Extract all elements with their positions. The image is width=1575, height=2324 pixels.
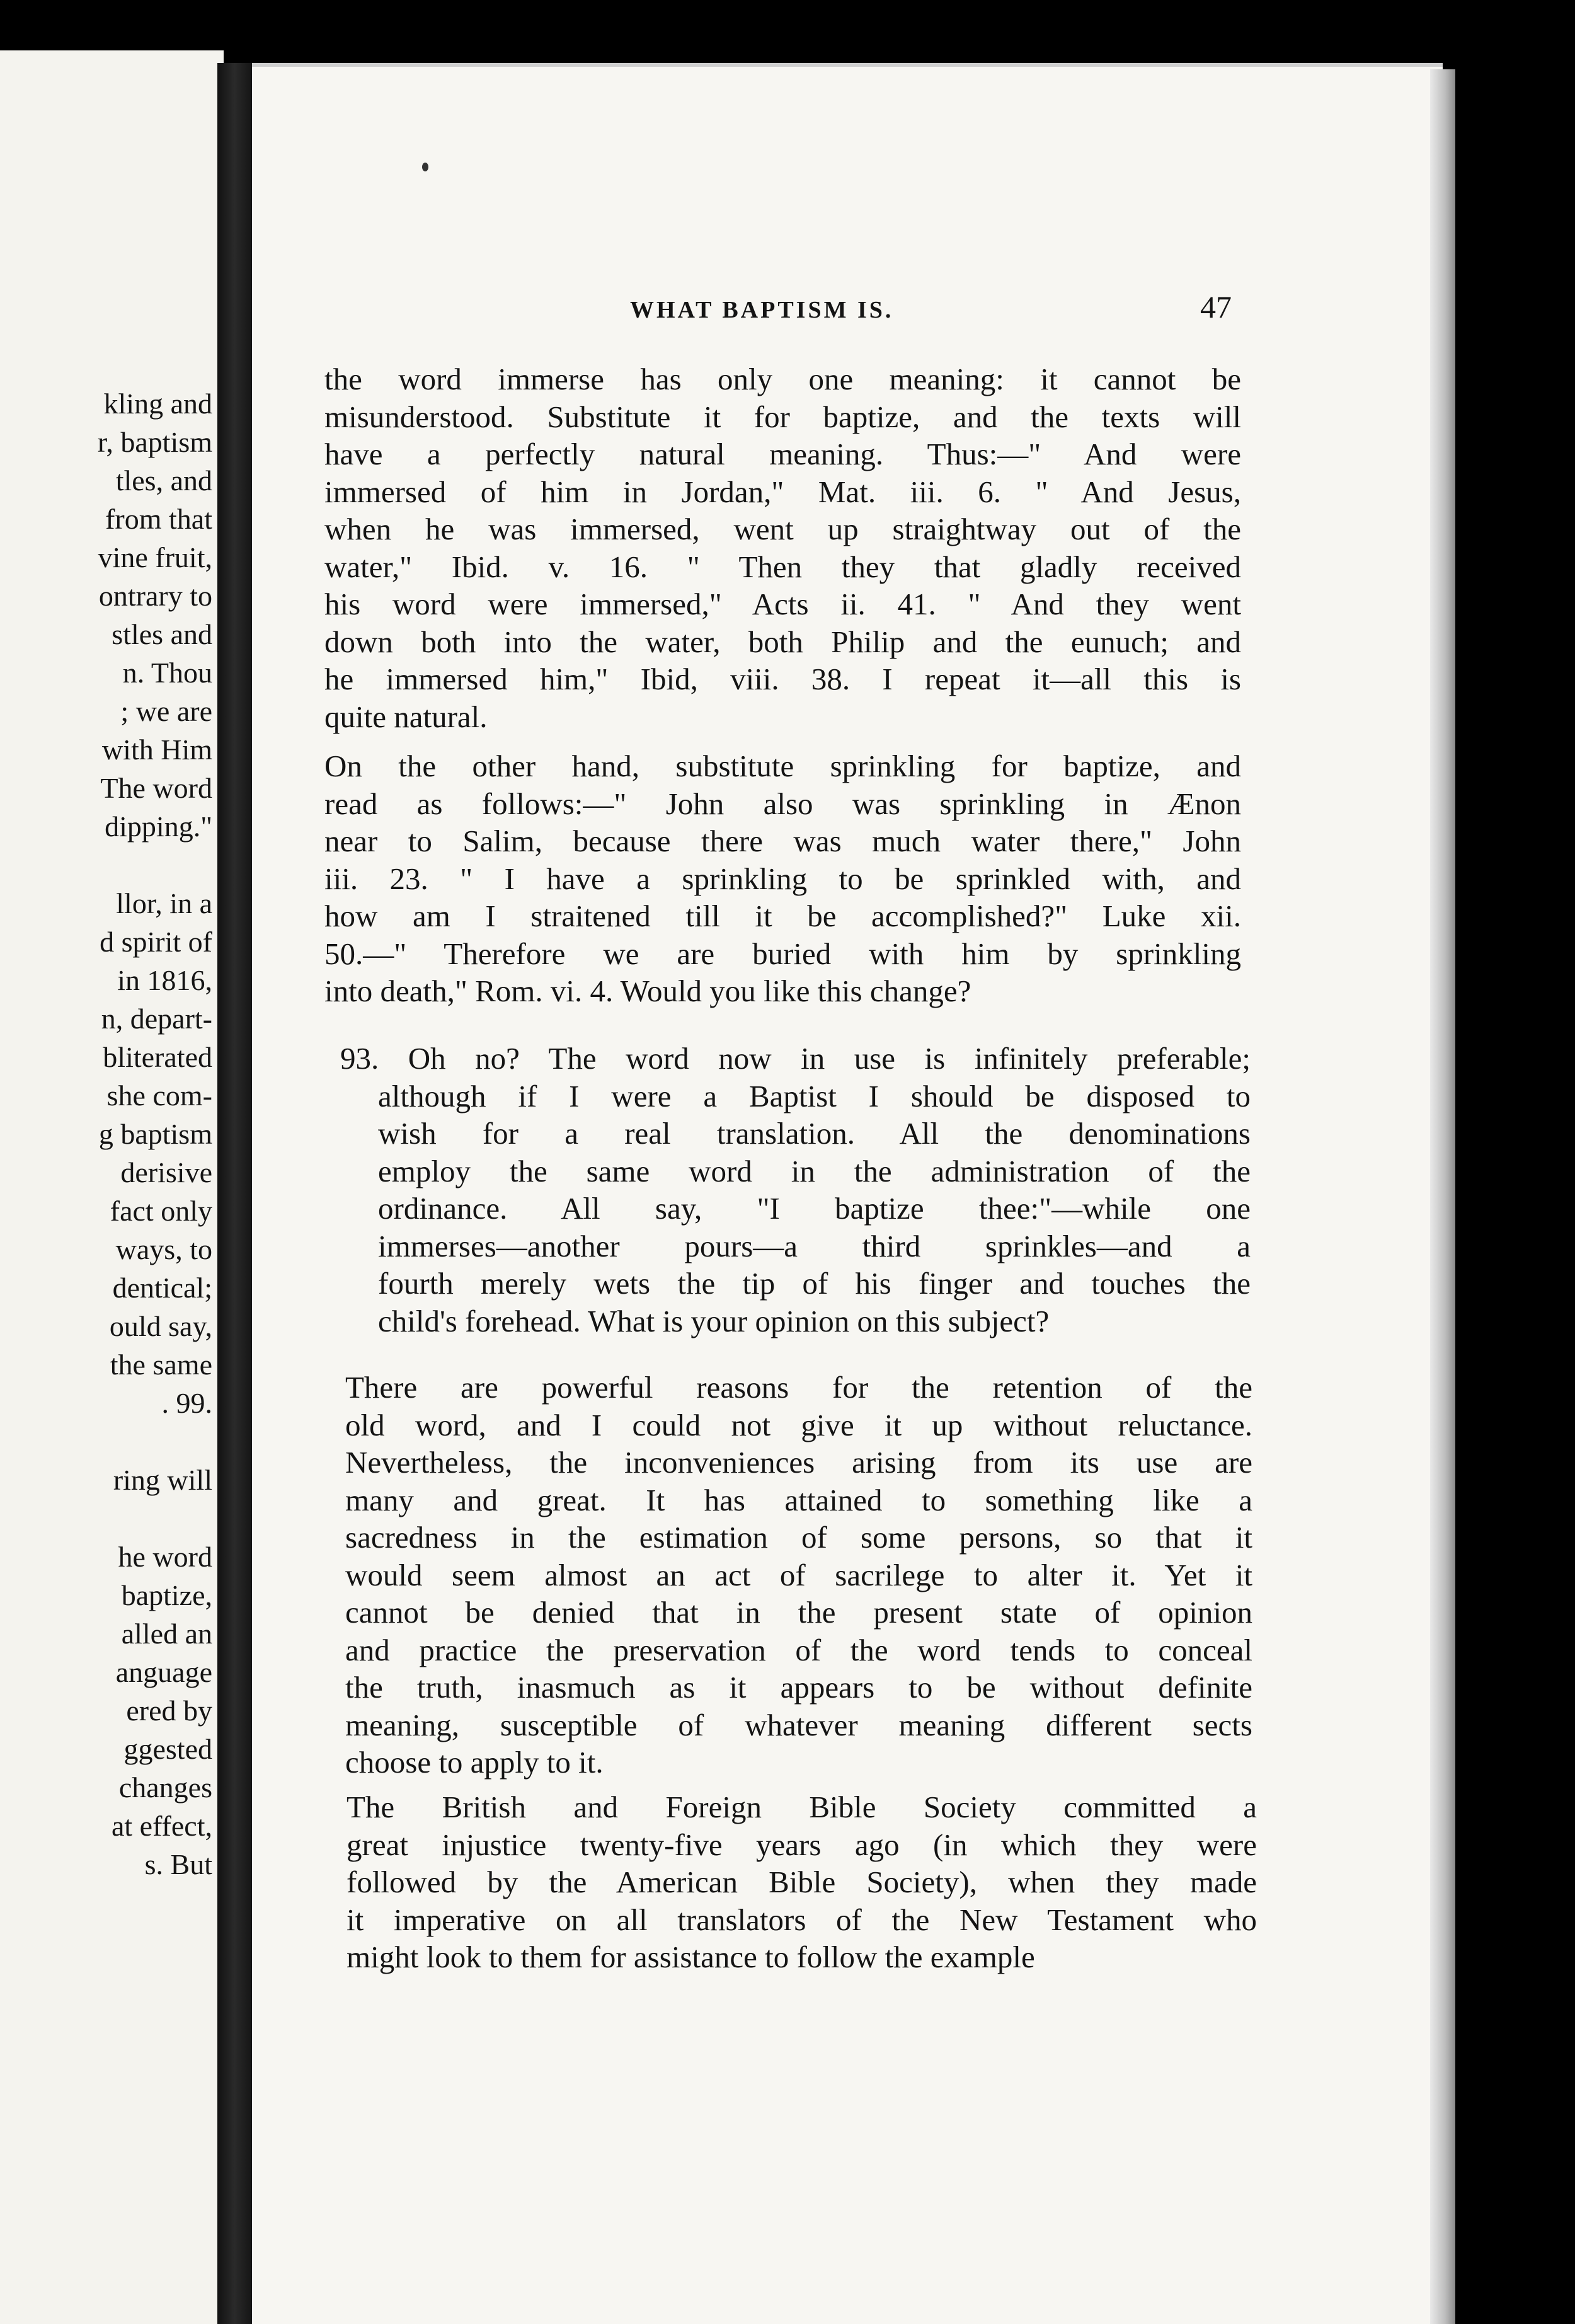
left-page-line: ered by: [126, 1694, 212, 1727]
text-line: old word, and I could not give it up without reluctance.: [345, 1407, 1252, 1442]
text-line: Nevertheless, the inconveniences arising from its use are: [345, 1445, 1252, 1480]
text-line: fourth merely wets the tip of his finger and touches the: [378, 1266, 1251, 1301]
text-line: near to Salim, because there was much water there," John: [324, 824, 1241, 858]
paragraph-bible-society: [346, 1788, 1257, 1976]
left-page-line: she com-: [106, 1079, 212, 1112]
text-line: misunderstood. Substitute it for baptize, and the texts will: [324, 399, 1241, 434]
text-line: although if I were a Baptist I should be disposed to: [378, 1078, 1251, 1113]
left-page-line: llor, in a: [116, 887, 212, 919]
text-line: how am I straitened till it be accomplished?" Luke xii.: [324, 899, 1241, 933]
book-gutter: [217, 63, 255, 2324]
left-page-line: dentical;: [112, 1272, 212, 1304]
page-number: 47: [1200, 289, 1232, 325]
paragraph-powerful-reasons: [345, 1369, 1252, 1781]
text-line: his word were immersed," Acts ii. 41. " And they went: [324, 587, 1241, 621]
text-line: 93. Oh no? The word now in use is infinitely preferable;: [340, 1041, 1251, 1076]
text-line: many and great. It has attained to something like a: [345, 1482, 1252, 1517]
text-line: ordinance. All say, "I baptize thee:"—while one: [378, 1191, 1251, 1226]
left-page-line: [0, 1422, 212, 1461]
text-line: There are powerful reasons for the retention of the: [345, 1370, 1252, 1405]
text-line: sacredness in the estimation of some persons, so that it: [345, 1520, 1252, 1555]
left-page-line: ggested: [123, 1733, 212, 1765]
left-page-line: changes: [118, 1771, 212, 1803]
text-line: child's forehead. What is your opinion on this subject?: [378, 1303, 1050, 1338]
text-line: into death," Rom. vi. 4. Would you like this change?: [324, 974, 971, 1008]
text-line: 50.—" Therefore we are buried with him by sprinkling: [324, 936, 1241, 971]
left-page-line: g baptism: [98, 1118, 212, 1150]
text-line: the word immerse has only one meaning: it cannot be: [324, 362, 1241, 396]
left-page-line: he word: [118, 1541, 212, 1573]
left-page-line: r, baptism: [97, 426, 212, 458]
text-line: great injustice twenty-five years ago (in which they were: [346, 1827, 1257, 1862]
left-page-line: baptize,: [121, 1579, 212, 1611]
left-page-line: ways, to: [115, 1233, 212, 1265]
left-page-line: ; we are: [120, 695, 212, 727]
left-page-line: d spirit of: [100, 926, 212, 958]
left-page-line: vine fruit,: [98, 541, 212, 573]
text-line: have a perfectly natural meaning. Thus:—" And were: [324, 437, 1241, 471]
text-line: employ the same word in the administration of the: [378, 1153, 1251, 1188]
text-line: choose to apply to it.: [345, 1745, 604, 1780]
text-line: immerses—another pours—a third sprinkles—and a: [378, 1228, 1251, 1263]
text-line: meaning, susceptible of whatever meaning different sects: [345, 1707, 1252, 1742]
text-line: iii. 23. " I have a sprinkling to be sprinkled with, and: [324, 861, 1241, 896]
left-page-line: in 1816,: [117, 964, 212, 996]
text-line: quite natural.: [324, 699, 488, 734]
text-line: might look to them for assistance to follow the example: [346, 1940, 1035, 1974]
left-page-line: the same: [110, 1349, 212, 1381]
text-line: cannot be denied that in the present state of opinion: [345, 1595, 1252, 1630]
text-line: wish for a real translation. All the denominations: [378, 1116, 1251, 1151]
left-page-line: kling and: [103, 388, 212, 420]
text-line: The British and Foreign Bible Society committed a: [346, 1790, 1257, 1824]
left-page-line: dipping.": [105, 810, 212, 843]
left-page-line: [0, 1499, 212, 1538]
left-page-line: tles, and: [115, 464, 212, 497]
text-line: he immersed him," Ibid, viii. 38. I repeat it—all this is: [324, 662, 1241, 696]
left-page-line: . 99.: [161, 1387, 212, 1419]
left-page-line: at effect,: [111, 1810, 212, 1842]
ink-speck: [422, 163, 428, 171]
left-page-line: s. But: [144, 1848, 212, 1880]
text-line: and practice the preservation of the word tends to conceal: [345, 1632, 1252, 1667]
left-facing-page: [0, 50, 224, 2324]
left-page-line: fact only: [110, 1195, 212, 1227]
left-page-line: The word: [100, 772, 212, 804]
left-page-line: ring will: [113, 1464, 212, 1496]
text-line: followed by the American Bible Society), when they made: [346, 1865, 1257, 1899]
paragraph-immerse-substitution: [324, 360, 1241, 735]
text-line: immersed of him in Jordan," Mat. iii. 6. " And Jesus,: [324, 474, 1241, 509]
left-page-line: bliterated: [103, 1041, 212, 1073]
left-page-line: with Him: [101, 733, 212, 766]
text-line: would seem almost an act of sacrilege to alter it. Yet it: [345, 1557, 1252, 1592]
text-line: read as follows:—" John also was sprinkling in Ænon: [324, 786, 1241, 821]
paragraph-sprinkling-substitution: [324, 747, 1241, 1010]
text-line: it imperative on all translators of the New Testament who: [346, 1902, 1257, 1937]
left-page-line: ontrary to: [98, 580, 212, 612]
left-page-text: [0, 50, 212, 1884]
page-edge-shadow: [1430, 69, 1455, 2324]
text-line: when he was immersed, went up straightway out of the: [324, 512, 1241, 546]
left-page-line: stles and: [112, 618, 212, 650]
left-page-line: derisive: [120, 1156, 212, 1188]
text-line: down both into the water, both Philip and the eunuch; and: [324, 624, 1241, 659]
left-page-line: ould say,: [109, 1310, 212, 1342]
text-line: the truth, inasmuch as it appears to be without definite: [345, 1670, 1252, 1705]
left-page-line: n. Thou: [122, 657, 212, 689]
text-line: water," Ibid. v. 16. " Then they that gladly received: [324, 549, 1241, 584]
left-page-line: alled an: [121, 1618, 212, 1650]
question-93: [340, 1040, 1251, 1340]
running-head: WHAT BAPTISM IS.: [630, 297, 894, 323]
text-line: On the other hand, substitute sprinkling for baptize, and: [324, 749, 1241, 783]
left-page-line: from that: [105, 503, 212, 535]
left-page-line: anguage: [115, 1656, 212, 1688]
left-page-line: [0, 846, 212, 884]
left-page-line: n, depart-: [101, 1003, 212, 1035]
